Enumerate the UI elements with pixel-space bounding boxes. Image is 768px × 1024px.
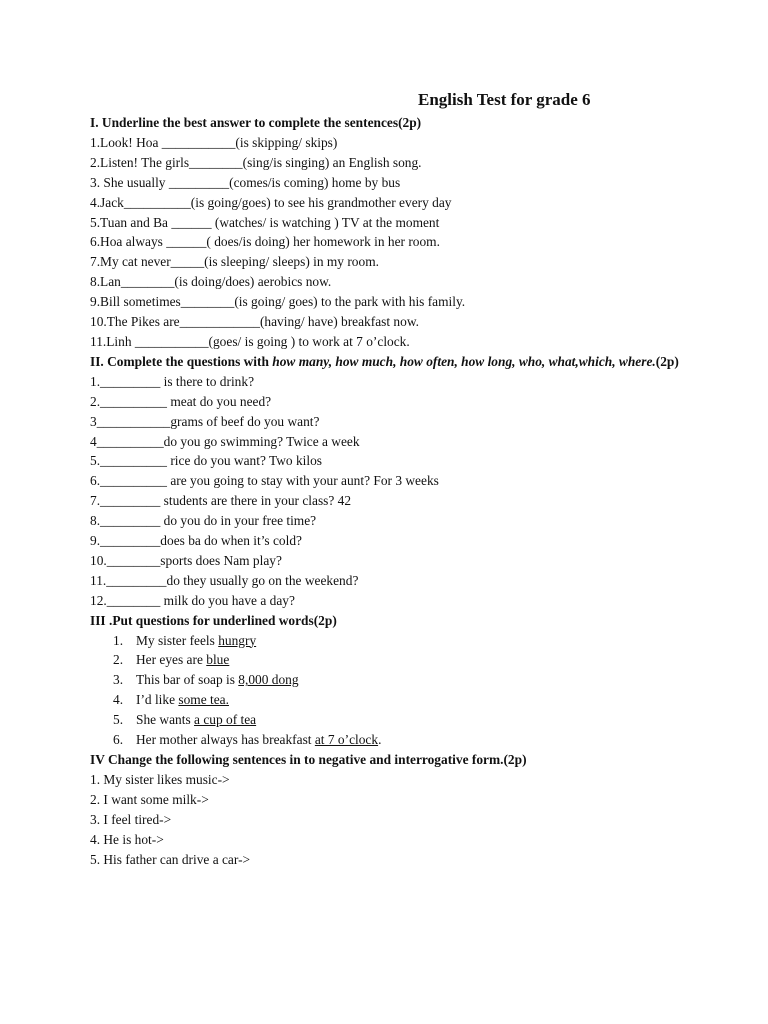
section-2-item: 7._________ students are there in your class? 42 xyxy=(90,493,352,509)
section-3-item xyxy=(90,710,730,730)
underlined-word: a cup of tea xyxy=(194,712,257,728)
underlined-word: 8,000 dong xyxy=(238,672,299,688)
section-1-item: 5.Tuan and Ba ______ (watches/ is watching ) TV at the moment xyxy=(90,214,440,230)
section-3-item xyxy=(90,670,730,690)
section-2-item: 8._________ do you do in your free time? xyxy=(90,513,317,529)
section-2-item: 4__________do you go swimming? Twice a week xyxy=(90,433,360,449)
document-title: English Test for grade 6 xyxy=(418,90,591,109)
section-4-item: 2. I want some milk-> xyxy=(90,791,209,807)
section-1-item: 2.Listen! The girls________(sing/is singing) an English song. xyxy=(90,154,422,170)
section-1-item: 10.The Pikes are____________(having/ have) breakfast now. xyxy=(90,314,419,330)
section-2-item: 6.__________ are you going to stay with your aunt? For 3 weeks xyxy=(90,473,439,489)
section-4-item: 5. His father can drive a car-> xyxy=(90,851,251,867)
section-1-item: 4.Jack__________(is going/goes) to see his grandmother every day xyxy=(90,194,452,210)
item-text: Her eyes are xyxy=(136,652,207,668)
section-1-heading: I. Underline the best answer to complete the sentences(2p) xyxy=(90,115,422,130)
section-3-list xyxy=(90,631,730,750)
item-number: 2. xyxy=(113,652,124,668)
item-number: 6. xyxy=(113,732,124,748)
item-text: I’d like xyxy=(136,692,179,708)
underlined-word: some tea. xyxy=(178,692,229,708)
section-4-item: 3. I feel tired-> xyxy=(90,811,172,827)
section-2-item: 12.________ milk do you have a day? xyxy=(90,592,295,608)
section-1-item: 7.My cat never_____(is sleeping/ sleeps) in my room. xyxy=(90,254,379,270)
section-1-item: 1.Look! Hoa ___________(is skipping/ skips) xyxy=(90,134,338,150)
underlined-word: blue xyxy=(206,652,230,668)
section-2-item: 11._________do they usually go on the weekend? xyxy=(90,572,359,588)
section-2-heading-prefix: II. Complete the questions with xyxy=(90,353,273,369)
section-2-heading-keywords: how many, how much, how often, how long, who, what,which, where. xyxy=(272,353,656,369)
item-text: Her mother always has breakfast xyxy=(136,732,315,748)
section-3-item xyxy=(90,650,730,670)
section-3-heading: III .Put questions for underlined words(2p) xyxy=(90,612,337,628)
section-1-item: 6.Hoa always ______( does/is doing) her homework in her room. xyxy=(90,234,440,250)
section-1-item: 11.Linh ___________(goes/ is going ) to work at 7 o’clock. xyxy=(90,333,410,349)
item-number: 4. xyxy=(113,692,124,708)
section-2-item: 3___________grams of beef do you want? xyxy=(90,413,320,429)
item-number: 1. xyxy=(113,632,124,648)
underlined-word: hungry xyxy=(218,632,257,648)
item-text-after: . xyxy=(378,732,382,748)
section-2-heading-suffix: (2p) xyxy=(655,353,679,369)
section-4-heading: IV Change the following sentences in to negative and interrogative form.(2p) xyxy=(90,752,527,767)
section-1-item: 3. She usually _________(comes/is coming) home by bus xyxy=(90,174,401,190)
section-3-item xyxy=(90,690,730,710)
section-2-item: 5.__________ rice do you want? Two kilos xyxy=(90,453,323,469)
item-number: 5. xyxy=(113,712,124,728)
document-body xyxy=(90,113,730,869)
section-1-item: 8.Lan________(is doing/does) aerobics now. xyxy=(90,274,332,290)
item-number: 3. xyxy=(113,672,124,688)
section-3-item xyxy=(90,730,730,750)
section-1-item: 9.Bill sometimes________(is going/ goes) to the park with his family. xyxy=(90,294,466,310)
section-2-item: 10.________sports does Nam play? xyxy=(90,552,282,568)
item-text: She wants xyxy=(136,712,195,728)
section-4-item: 4. He is hot-> xyxy=(90,831,164,847)
section-2-item: 2.__________ meat do you need? xyxy=(90,393,272,409)
underlined-word: at 7 o’clock xyxy=(314,732,379,748)
section-4-item: 1. My sister likes music-> xyxy=(90,771,230,787)
section-2-heading xyxy=(90,352,730,372)
section-3-item xyxy=(90,631,730,651)
item-text: My sister feels xyxy=(136,632,219,648)
section-2-item: 9._________does ba do when it’s cold? xyxy=(90,533,302,549)
item-text: This bar of soap is xyxy=(136,672,239,688)
section-2-item: 1._________ is there to drink? xyxy=(90,373,255,389)
